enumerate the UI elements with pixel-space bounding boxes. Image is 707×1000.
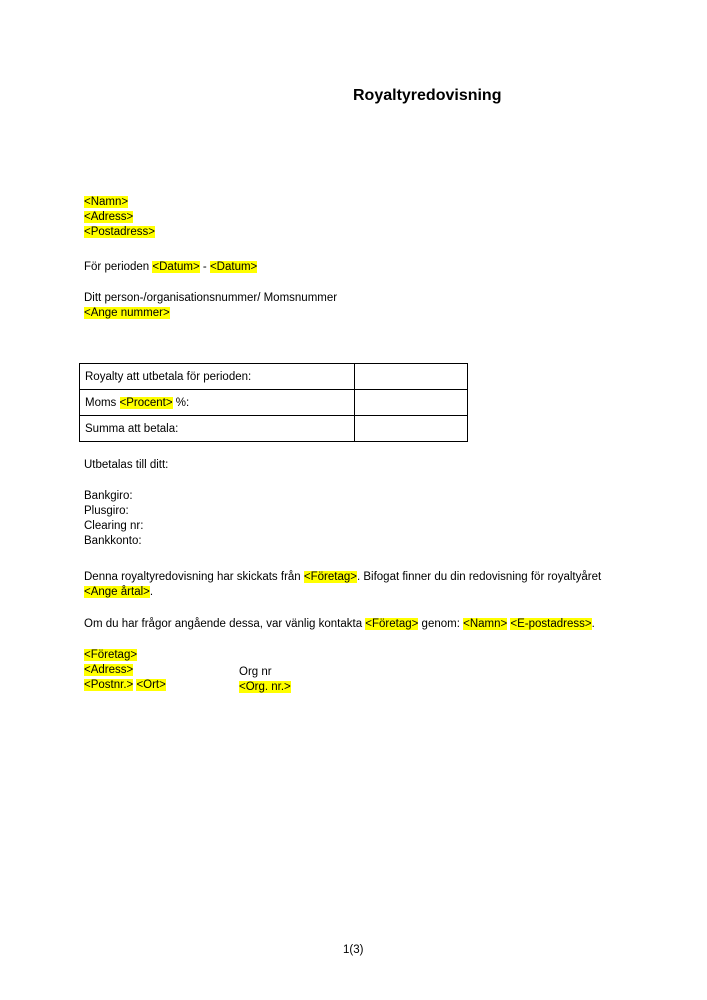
org-number-label: Org nr <box>239 666 272 678</box>
org-number-value: <Org. nr.> <box>239 681 291 693</box>
vat-percent-placeholder: <Procent> <box>119 396 173 409</box>
period-prefix: För perioden <box>84 261 153 273</box>
paragraph1-company: <Företag> <box>303 571 357 583</box>
footer-ort: <Ort> <box>136 679 166 691</box>
royalty-label: Royalty att utbetala för perioden: <box>80 364 355 390</box>
vat-label <box>80 390 355 416</box>
paragraph2-text-b: genom: <box>418 618 464 630</box>
id-number-value: <Ange nummer> <box>84 307 170 319</box>
paragraph1-year: <Ange årtal> <box>84 586 150 598</box>
royalty-value-cell <box>355 364 468 390</box>
footer-address: <Adress> <box>84 664 134 676</box>
period-to: <Datum> <box>209 261 258 273</box>
footer-company: <Företag> <box>84 649 138 661</box>
clearing-label: Clearing nr: <box>84 520 144 532</box>
bankgiro-label: Bankgiro: <box>84 490 133 502</box>
paragraph1-text-a: Denna royaltyredovisning har skickats från <box>84 571 304 583</box>
id-number-label: Ditt person-/organisationsnummer/ Momsnummer <box>84 292 338 304</box>
period-line <box>84 260 257 275</box>
payout-accounts <box>84 489 143 549</box>
plusgiro-label: Plusgiro: <box>84 505 129 517</box>
paragraph-sender <box>84 570 601 600</box>
paragraph2-company: <Företag> <box>365 618 419 630</box>
footer-postnr: <Postnr.> <box>84 679 134 691</box>
recipient-block <box>84 195 155 240</box>
id-number-block <box>84 291 337 321</box>
paragraph2-email: <E-postadress> <box>510 618 592 630</box>
total-label: Summa att betala: <box>80 416 355 442</box>
vat-prefix: Moms <box>85 396 120 409</box>
footer-right <box>239 665 291 695</box>
table-row <box>80 364 468 390</box>
document-title: Royaltyredovisning <box>353 87 502 104</box>
vat-suffix: %: <box>172 396 190 409</box>
paragraph2-name: <Namn> <box>463 618 508 630</box>
total-value-cell <box>355 416 468 442</box>
royalty-table <box>79 363 468 442</box>
bankkonto-label: Bankkonto: <box>84 535 142 547</box>
paragraph1-text-b: . Bifogat finner du din redovisning för royaltyåret <box>356 571 602 583</box>
paragraph2-text-d: . <box>591 618 595 630</box>
period-from: <Datum> <box>152 261 200 273</box>
paragraph1-text-c: . <box>149 586 154 598</box>
recipient-address: <Adress> <box>84 211 134 223</box>
paragraph-contact <box>84 617 595 632</box>
table-row <box>80 390 468 416</box>
period-separator: - <box>199 261 210 273</box>
vat-value-cell <box>355 390 468 416</box>
page-number: 1(3) <box>343 944 364 956</box>
paragraph2-text-a: Om du har frågor angående dessa, var vänlig kontakta <box>84 618 366 630</box>
recipient-postal-address: <Postadress> <box>84 226 155 238</box>
footer-left <box>84 648 166 693</box>
recipient-name: <Namn> <box>84 196 129 208</box>
table-row <box>80 416 468 442</box>
payout-heading: Utbetalas till ditt: <box>84 459 169 471</box>
